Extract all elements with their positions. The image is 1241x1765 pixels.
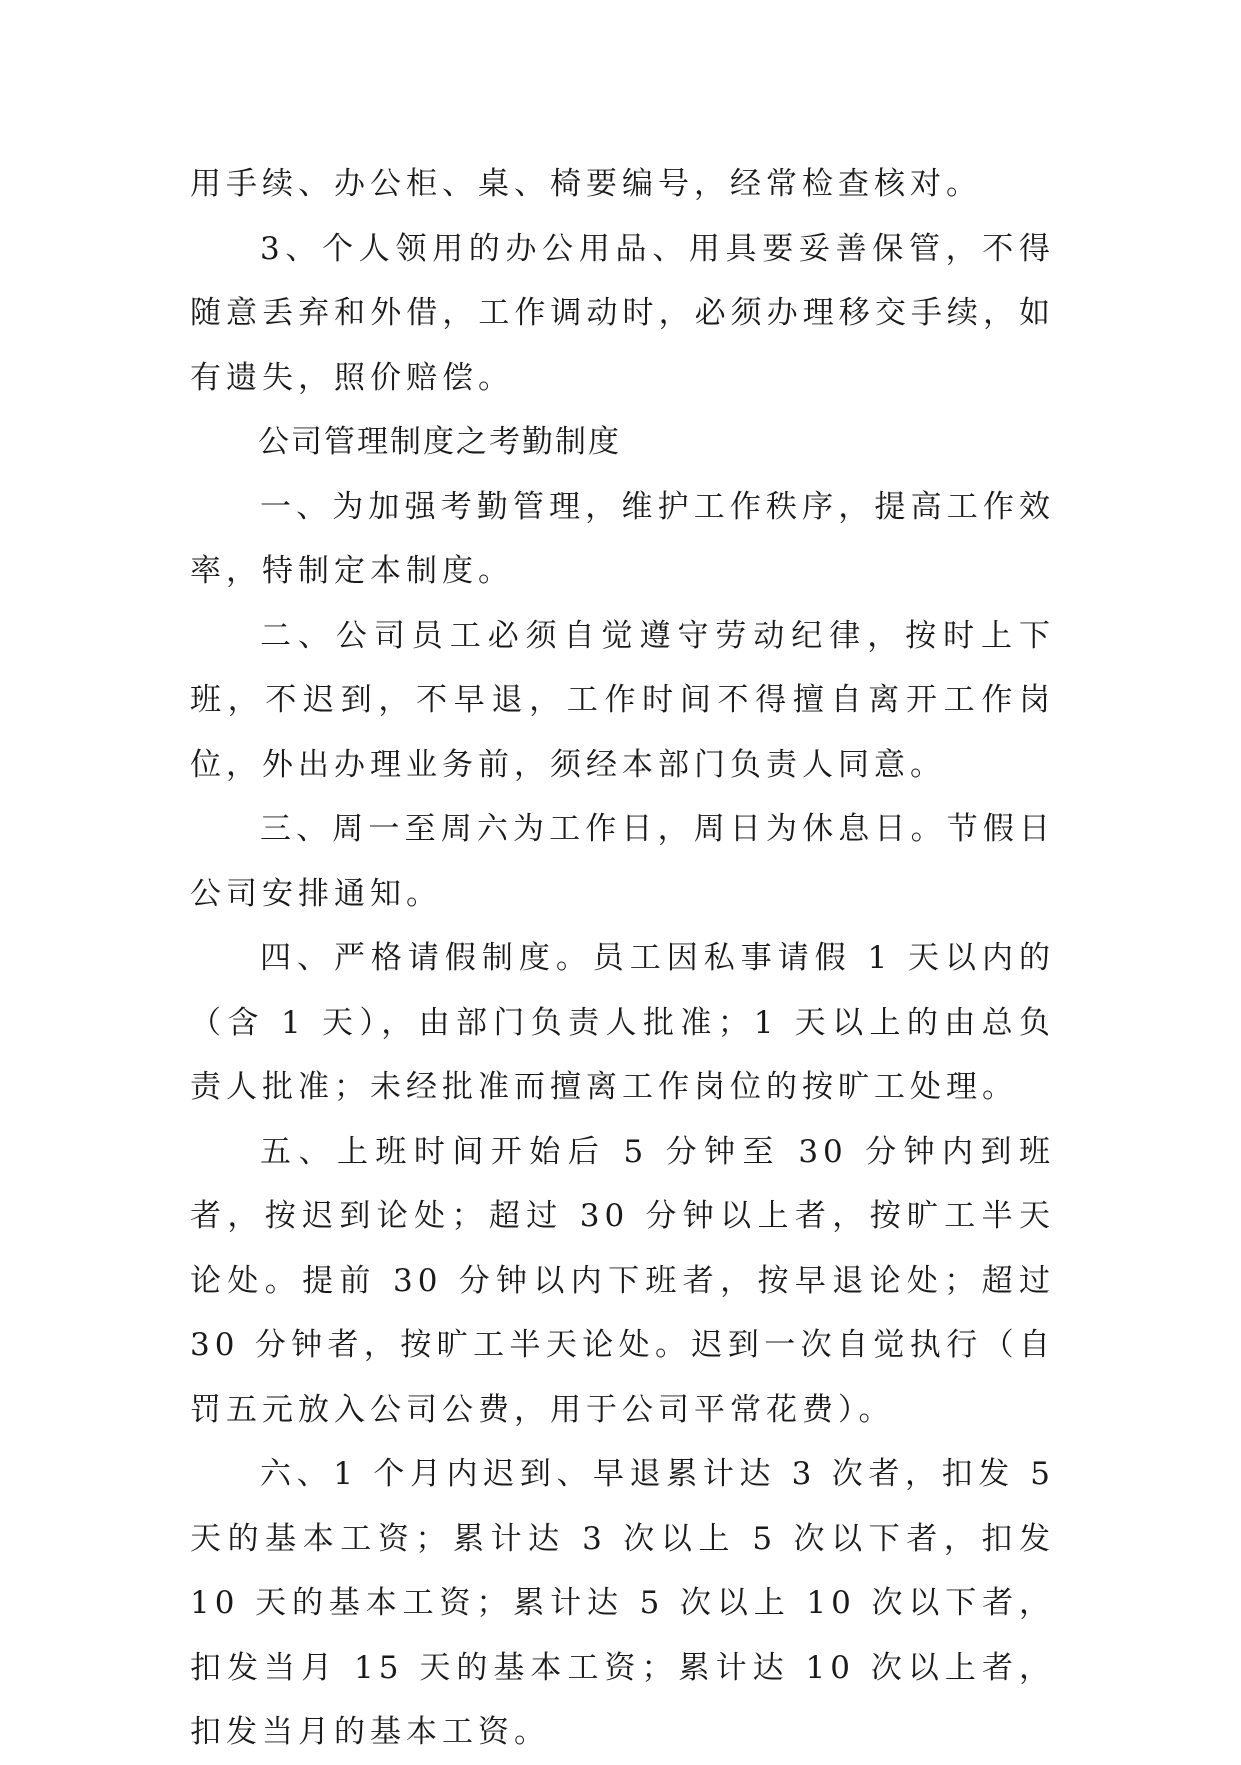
paragraph-article-3: 三、周一至周六为工作日，周日为休息日。节假日公司安排通知。: [190, 811, 1055, 912]
document-body: [190, 152, 1055, 1765]
paragraph-article-4: 四、严格请假制度。员工因私事请假 1 天以内的（含 1 天），由部门负责人批准；1 天以上的由总负责人批准；未经批准而擅离工作岗位的按旷工处理。: [190, 940, 1055, 1105]
section-heading-attendance: 公司管理制度之考勤制度: [258, 424, 621, 460]
paragraph-rule-3: 3、个人领用的办公用品、用具要妥善保管，不得随意丢弃和外借，工作调动时，必须办理移交手续，如有遗失，照价赔偿。: [190, 230, 1055, 396]
paragraph-article-5: 五、上班时间开始后 5 分钟至 30 分钟内到班者，按迟到论处；超过 30 分钟以上者，按旷工半天论处。提前 30 分钟以内下班者，按早退论处；超过 30 分钟者，按旷工半天论处。迟到一次自觉执行（自罚五元放入公司公费，用于公司平常花费）。: [190, 1133, 1055, 1428]
paragraph-article-2: 二、公司员工必须自觉遵守劳动纪律，按时上下班，不迟到，不早退，工作时间不得擅自离开工作岗位，外出办理业务前，须经本部门负责人同意。: [190, 617, 1055, 783]
paragraph-continuation: 用手续、办公柜、桌、椅要编号，经常检查核对。: [190, 166, 982, 202]
paragraph-article-6: 六、1 个月内迟到、早退累计达 3 次者，扣发 5 天的基本工资；累计达 3 次以上 5 次以下者，扣发 10 天的基本工资；累计达 5 次以上 10 次以下者，扣发当月 15 天的基本工资；累计达 10 次以上者，扣发当月的基本工资。: [190, 1456, 1055, 1750]
paragraph-article-1: 一、为加强考勤管理，维护工作秩序，提高工作效率，特制定本制度。: [190, 488, 1055, 589]
